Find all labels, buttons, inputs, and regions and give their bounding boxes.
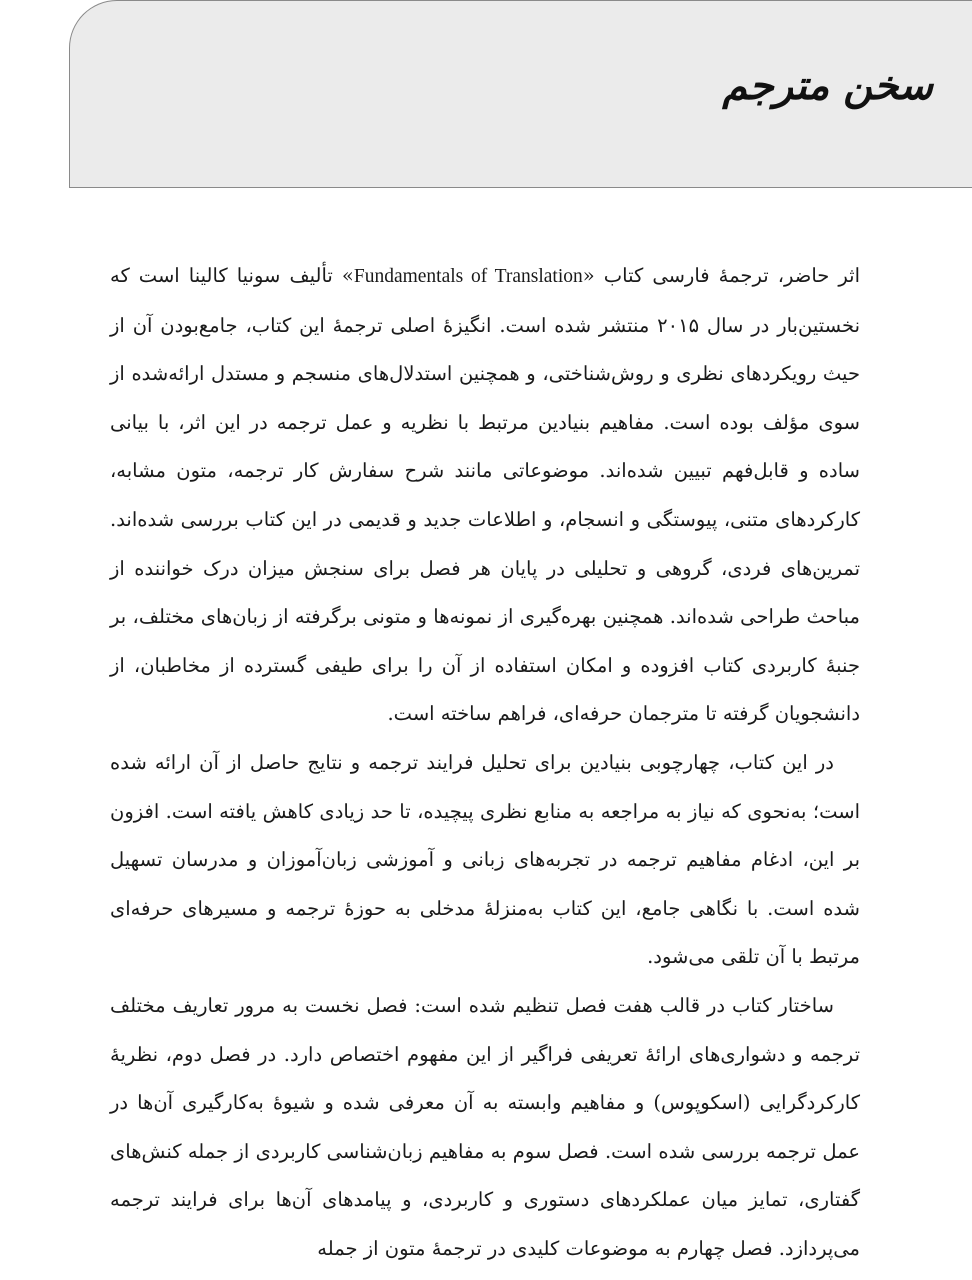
paragraph-1-after: » تألیف سونیا کالینا است که نخستین‌بار در سال ۲۰۱۵ منتشر شده است. انگیزهٔ اصلی ترجمهٔ این کتاب، جامع‌بودن آن از حیث رویکردهای نظری و روش‌شناختی، و همچنین استدلال‌های منسجم و مستدل ارائه‌شده از سوی مؤلف بوده است. مفاهیم بنیادین مرتبط با نظریه و عمل ترجمه در این اثر، با بیانی ساده و قابل‌فهم تبیین شده‌اند. موضوعاتی مانند شرح سفارش کار ترجمه، متون مشابه، کارکردهای متنی، پیوستگی و انسجام، و اطلاعات جدید و قدیمی در این کتاب بررسی شده‌اند. تمرین‌های فردی، گروهی و تحلیلی در پایان هر فصل برای سنجش میزان درک خواننده از مباحث طراحی شده‌اند. همچنین بهره‌گیری از نمونه‌ها و متونی برگرفته از زبان‌های مختلف، بر جنبهٔ کاربردی کتاب افزوده و امکان استفاده از آن را برای طیفی گسترده از مخاطبان، از دانشجویان گرفته تا مترجمان حرفه‌ای، فراهم ساخته است. bbox=[110, 264, 861, 726]
book-title-latin: Fundamentals of Translation bbox=[353, 266, 583, 287]
paragraph-1 bbox=[110, 252, 860, 739]
paragraph-3: ساختار کتاب در قالب هفت فصل تنظیم شده است: فصل نخست به مرور تعاریف مختلف ترجمه و دشواری‌های ارائهٔ تعریفی فراگیر از این مفهوم اختصاص دارد. در فصل دوم، نظریهٔ کارکردگرایی (اسکوپوس) و مفاهیم وابسته به آن معرفی شده و شیوهٔ به‌کارگیری آن‌ها در عمل ترجمه بررسی شده است. فصل سوم به مفاهیم زبان‌شناسی کاربردی از جمله کنش‌های گفتاری، تمایز میان عملکردهای دستوری و کاربردی، و پیامدهای آن‌ها برای فرایند ترجمه می‌پردازد. فصل چهارم به موضوعات کلیدی در ترجمهٔ متون از جمله bbox=[110, 993, 860, 1260]
body-text bbox=[110, 252, 860, 1273]
paragraph-2: در این کتاب، چهارچوبی بنیادین برای تحلیل فرایند ترجمه و نتایج حاصل از آن ارائه شده است؛ به‌نحوی که نیاز به مراجعه به منابع نظری پیچیده، تا حد زیادی کاهش یافته است. افزون بر این، ادغام مفاهیم ترجمه در تجربه‌های زبانی و آموزشی زبان‌آموزان و مدرسان تسهیل شده است. با نگاهی جامع، این کتاب به‌منزلهٔ مدخلی به حوزهٔ ترجمه و مسیرهای حرفه‌ای مرتبط با آن تلقی می‌شود. bbox=[110, 750, 860, 969]
chapter-title: سخن مترجم bbox=[722, 63, 933, 109]
paragraph-1-before: اثر حاضر، ترجمهٔ فارسی کتاب « bbox=[582, 264, 860, 287]
chapter-header-box bbox=[69, 0, 972, 188]
